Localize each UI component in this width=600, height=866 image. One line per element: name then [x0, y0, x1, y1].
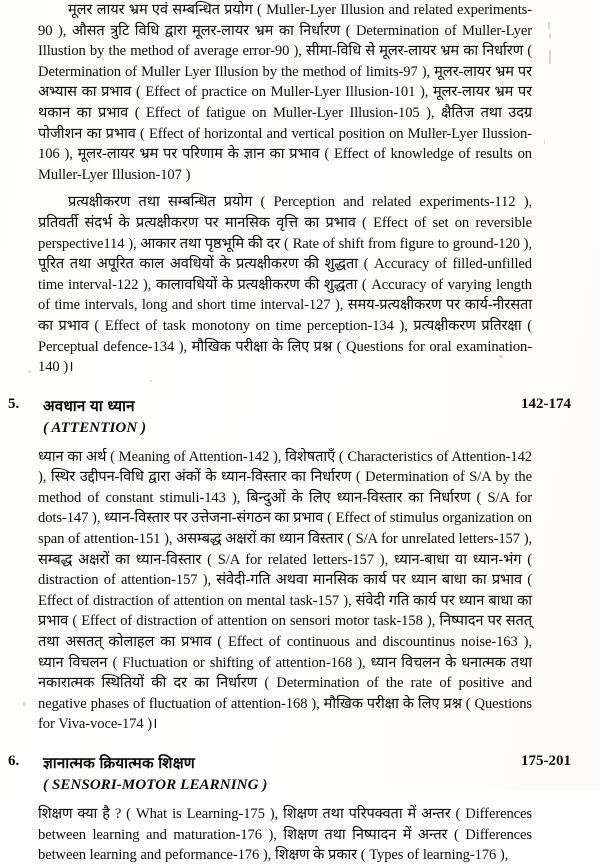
toc-content-column	[8, 0, 571, 866]
paragraph-sensori-motor-learning-contents: शिक्षण क्या है ? ( What is Learning-175 ), शिक्षण तथा परिपक्वता में अन्तर ( Differences between learning and maturation-176 ), शिक्षण तथा निष्पादन में अन्तर ( Differences between learning and peformance-176 ), शिक्षण के प्रकार ( Types of learning-176 ),	[38, 806, 532, 864]
chapter-page-range: 142-174	[521, 395, 571, 412]
paragraph-perception-experiments: प्रत्यक्षीकरण तथा सम्बन्धित प्रयोग ( Perception and related experiments-112 ), प्रतिवर्ती संदर्भ के प्रत्यक्षीकरण पर मानसिक वृत्ति का प्रभाव ( Effect of set on reversible perspective114 ), आकार तथा पृष्ठभूमि की दर ( Rate of shift from figure to ground-120 ), पूरित तथा अपूरित काल अवधियों के प्रत्यक्षीकरण की शुद्धता ( Accuracy of filled-unfilled time interval-122 ), कालावधियों के प्रत्यक्षीकरण की शुद्धता ( Accuracy of varying length of time intervals, long and short time interval-127 ), समय-प्रत्यक्षीकरण पर कार्य-नीरसता का प्रभाव ( Effect of task monotony on time perception-134 ), प्रत्यक्षीकरण प्रतिरक्षा ( Perceptual defence-134 ), मौखिक परीक्षा के लिए प्रश्न ( Questions for oral examination-140 )।	[38, 194, 532, 376]
chapter-entry-attention[interactable]	[8, 395, 571, 439]
chapter-title-hindi: अवधान या ध्यान	[43, 397, 135, 415]
chapter-title-english: ( SENSORI-MOTOR LEARNING )	[43, 777, 268, 793]
scan-artifact-7	[23, 702, 26, 706]
chapter-title-group	[38, 753, 532, 796]
scan-artifact-5	[28, 370, 31, 373]
scan-artifact-1	[548, 22, 550, 29]
paragraph-attention-contents: ध्यान का अर्थ ( Meaning of Attention-142 ), विशेषताएँ ( Characteristics of Attention-142 ), स्थिर उद्दीपन-विधि द्वारा अंकों के ध्यान-विस्तार का निर्धारण ( Determination of S/A by the method of constant stimuli-143 ), बिन्दुओं के लिए ध्यान-विस्तार का निर्धारण ( S/A for dots-147 ), ध्यान-विस्तार पर उत्तेजना-संगठन का प्रभाव ( Effect of stimulus organization on span of attention-151 ), असम्बद्ध अक्षरों का ध्यान विस्तार ( S/A for unrelated letters-157 ), सम्बद्ध अक्षरों का ध्यान-विस्तार ( S/A for related letters-157 ), ध्यान-बाधा या ध्यान-भंग ( distraction of attention-157 ), संवेदी-गति अथवा मानसिक कार्य पर ध्यान बाधा का प्रभाव ( Effect of distraction of attention on mental task-157 ), संवेदी गति कार्य पर ध्यान बाधा का प्रभाव ( Effect of distraction of attention on sensori motor task-158 ), निष्पादन पर सतत् तथा असतत् कोलाहल का प्रभाव ( Effect of continuous and discountinus noise-163 ), ध्यान विचलन ( Fluctuation or shifting of attention-168 ), ध्यान विचलन के धनात्मक तथा नकारात्मक स्थितियों की दर का निर्धारण ( Determination of the rate of positive and negative phases of fluctuation of attention-168 ), मौखिक परीक्षा के लिए प्रश्न ( Questions for Viva-voce-174 )।	[38, 448, 532, 733]
chapter-title-hindi: ज्ञानात्मक क्रियात्मक शिक्षण	[43, 755, 195, 772]
paragraph-muller-lyer-experiments: मूलर लायर भ्रम एवं सम्बन्धित प्रयोग ( Muller-Lyer Illusion and related experiments-90 ), औसत त्रुटि विधि द्वारा मूलर-लायर भ्रम का निर्धारण ( Determination of Muller-Lyer Illustion by the method of average error-90 ), सीमा-विधि से मूलर-लायर भ्रम का निर्धारण ( Determination of Muller Lyer Illusion by the method of limits-97 ), मूलर-लायर भ्रम पर अभ्यास का प्रभाव ( Effect of practice on Muller-Lyer Illusion-101 ), मूलर-लायर भ्रम पर थकान का प्रभाव ( Effect of fatigue on Muller-Lyer Illusion-105 ), क्षैतिज तथा उदग्र पोजीशन का प्रभाव ( Effect of horizontal and vertical position on Muller-Lyer Ilussion-106 ), मूलर-लायर भ्रम पर परिणाम के ज्ञान का प्रभाव ( Effect of knowledge of results on Muller-Lyer Illusion-107 )	[38, 2, 532, 183]
chapter-entry-sensori-motor-learning[interactable]	[8, 753, 571, 796]
chapter-number: 6.	[8, 753, 20, 769]
chapter-page-range: 175-201	[521, 753, 571, 769]
scan-artifact-2	[549, 34, 551, 39]
chapter-number: 5.	[8, 395, 20, 412]
scan-artifact-4	[544, 140, 545, 144]
chapter-title-group	[38, 396, 532, 439]
scan-artifact-3	[549, 50, 551, 64]
chapter-title-english: ( ATTENTION )	[43, 419, 147, 436]
